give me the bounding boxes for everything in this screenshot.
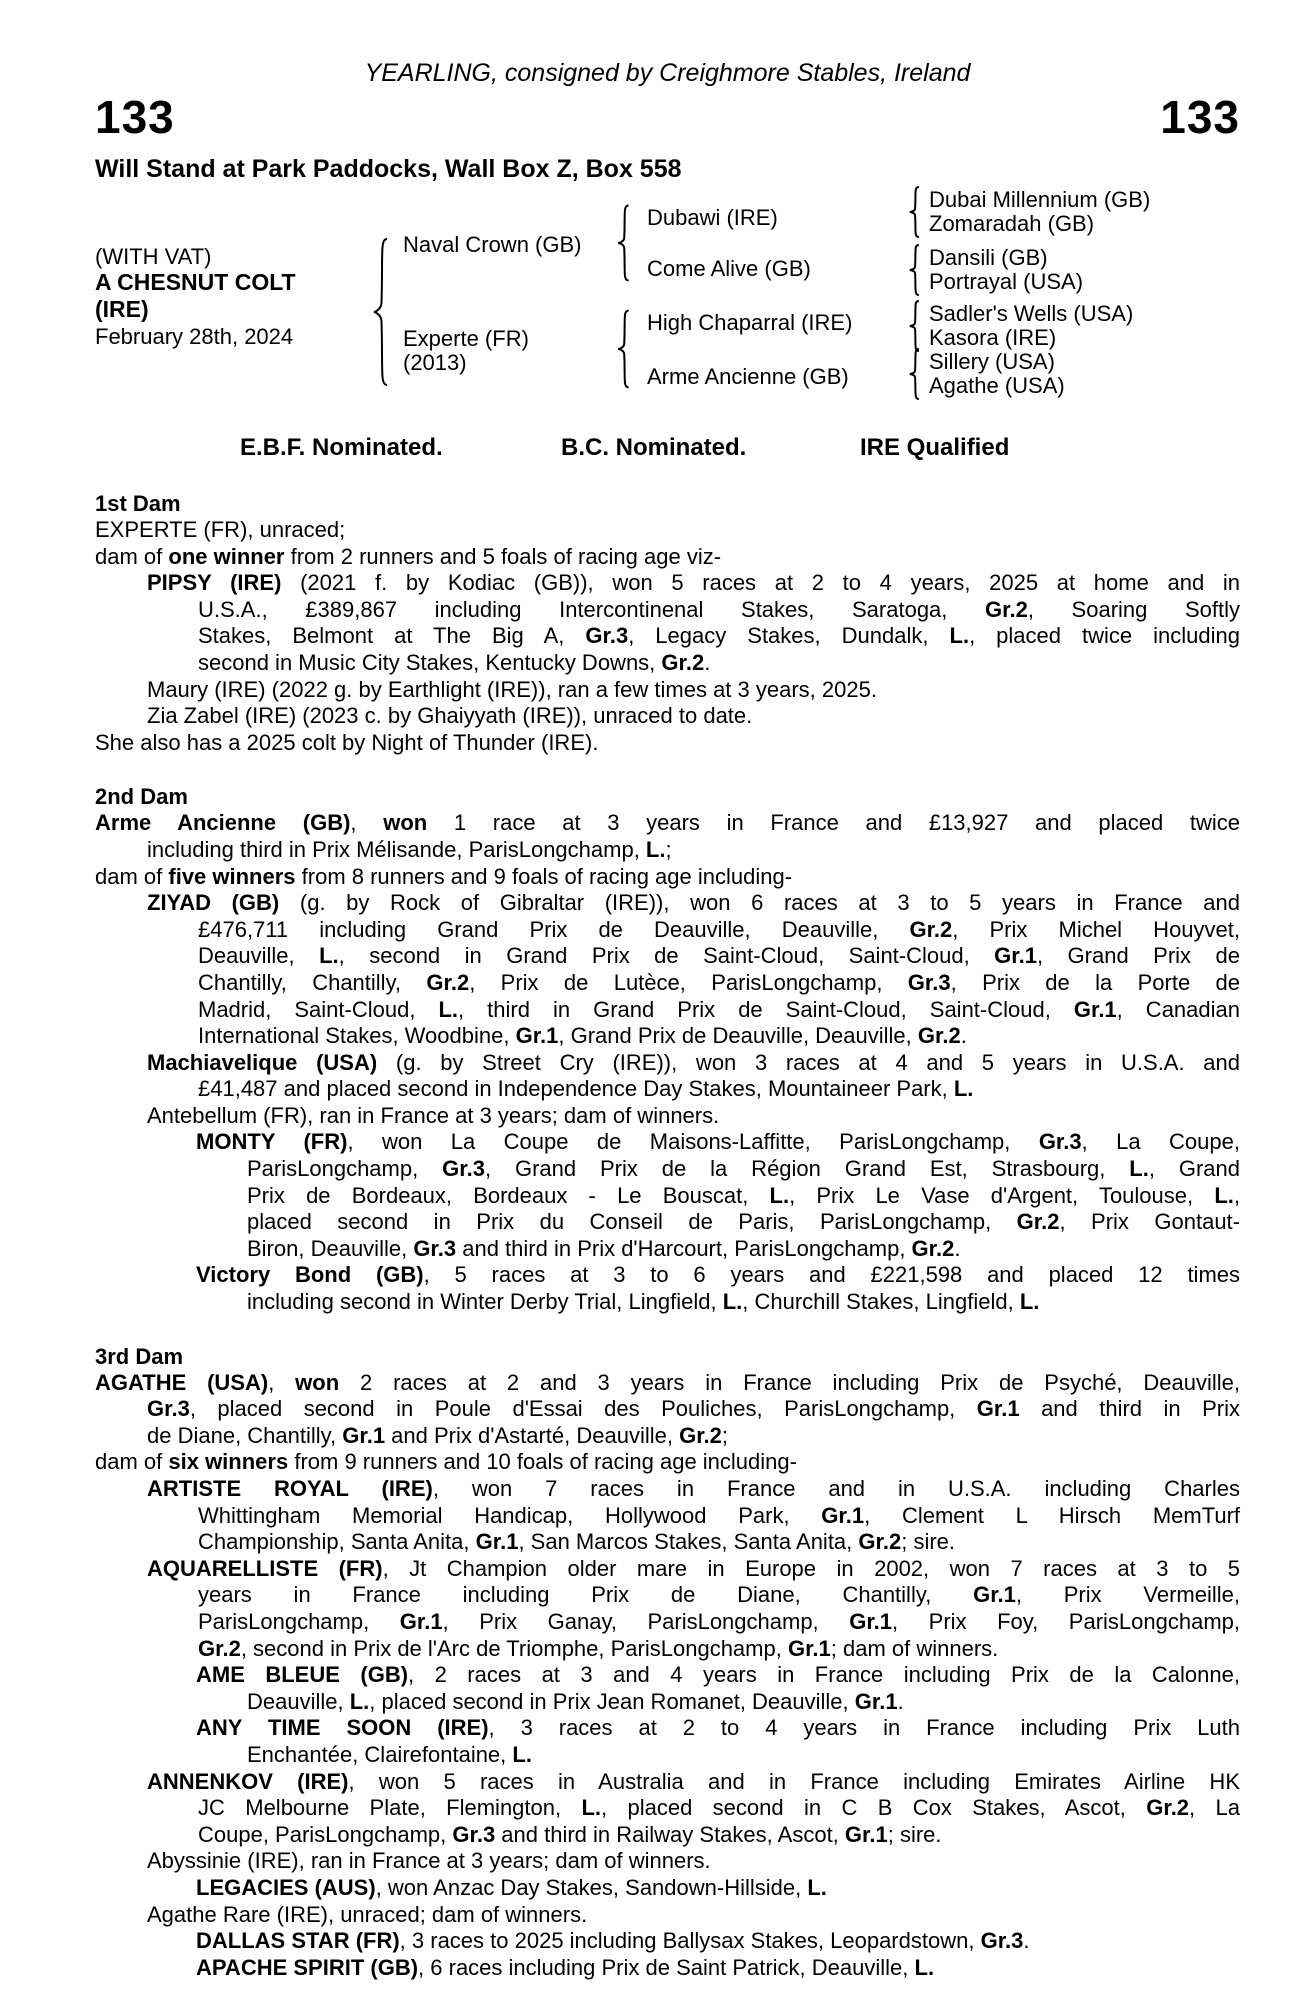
pedigree-table [95,184,1240,424]
pedigree-text-line: Agathe Rare (IRE), unraced; dam of winners. [147,1901,588,1927]
gg-pair-2 [929,246,1083,294]
pedigree-paragraph [95,1449,1240,1476]
dam-year: (2013) [403,350,467,375]
pedigree-paragraph [95,1662,1240,1715]
pedigree-paragraph [95,890,1240,1050]
dam-section-heading: 2nd Dam [95,784,188,810]
gg-pair-1 [929,188,1150,236]
pedigree-text-line: ANNENKOV (IRE), won 5 races in Australia and in France including Emirates Airline HK [147,1768,1240,1794]
pedigree-text-line: Gr.2, second in Prix de l'Arc de Triomphe, ParisLongchamp, Gr.1; dam of winners. [198,1635,999,1661]
pedigree-text-line: Gr.3, placed second in Poule d'Essai des Pouliches, ParisLongchamp, Gr.1 and third in Prix [147,1396,1241,1422]
pedigree-paragraph [95,810,1240,863]
granddam-of-dam: Arme Ancienne (GB) [647,364,849,389]
pedigree-text-line: Prix de Bordeaux, Bordeaux - Le Bouscat, L., Prix Le Vase d'Argent, Toulouse, L., [247,1182,1240,1208]
pedigree-text-line: Madrid, Saint-Cloud, L., third in Grand Prix de Saint-Cloud, Saint-Cloud, Gr.1, Canadian [198,996,1240,1022]
pedigree-paragraph [95,864,1240,891]
bc-nomination: B.C. Nominated. [561,434,747,461]
pedigree-text-line: second in Music City Stakes, Kentucky Downs, Gr.2. [198,649,711,675]
pedigree-paragraph [95,570,1240,676]
pedigree-text-line: £41,487 and placed second in Independence Day Stakes, Mountaineer Park, L. [198,1076,974,1102]
pedigree-paragraph [95,677,1240,704]
pedigree-text-line: dam of one winner from 2 runners and 5 foals of racing age viz- [95,543,722,569]
dam-sections [95,490,1240,1981]
pedigree-text-line: de Diane, Chantilly, Gr.1 and Prix d'Astarté, Deauville, Gr.2; [147,1422,729,1448]
pedigree-brace-dam [615,309,631,389]
pedigree-brace-gg3 [907,300,921,352]
pedigree-paragraph [95,1848,1240,1875]
pedigree-text-line: £476,711 including Grand Prix de Deauville, Deauville, Gr.2, Prix Michel Houyvet, [198,916,1241,942]
pedigree-paragraph [95,1902,1240,1929]
pedigree-paragraph [95,1129,1240,1262]
pedigree-paragraph [95,1370,1240,1450]
pedigree-text-line: APACHE SPIRIT (GB), 6 races including Prix de Saint Patrick, Deauville, L. [196,1954,935,1980]
pedigree-brace-sire [615,204,631,282]
gg-name: Dubai Millennium (GB) [929,187,1151,212]
pedigree-text-line: Deauville, L., placed second in Prix Jean Romanet, Deauville, Gr.1. [247,1688,904,1714]
consignor-line: YEARLING, consigned by Creighmore Stables, Ireland [364,59,971,87]
pedigree-text-line: Enchantée, Clairefontaine, L. [247,1741,532,1767]
lot-number-left: 133 [95,91,175,143]
pedigree-text-line: ARTISTE ROYAL (IRE), won 7 races in France and in U.S.A. including Charles [147,1476,1240,1501]
colt-suffix: (IRE) [95,296,149,322]
pedigree-text-line: MONTY (FR), won La Coupe de Maisons-Laffitte, ParisLongchamp, Gr.3, La Coupe, [196,1129,1240,1155]
pedigree-text-line: Stakes, Belmont at The Big A, Gr.3, Legacy Stakes, Dundalk, L., placed twice including [198,623,1241,649]
grandsire-of-sire: Dubawi (IRE) [647,205,778,230]
pedigree-text-line: ANY TIME SOON (IRE), 3 races at 2 to 4 years in France including Prix Luth [196,1715,1240,1741]
pedigree-text-line: AME BLEUE (GB), 2 races at 3 and 4 years in France including Prix de la Calonne, [196,1662,1240,1688]
pedigree-text-line: LEGACIES (AUS), won Anzac Day Stakes, Sandown-Hillside, L. [196,1874,827,1900]
pedigree-text-line: Arme Ancienne (GB), won 1 race at 3 years in France and £13,927 and placed twice [95,810,1240,836]
pedigree-text-line: Chantilly, Chantilly, Gr.2, Prix de Lutèce, ParisLongchamp, Gr.3, Prix de la Porte de [198,969,1240,995]
pedigree-paragraph [95,517,1240,544]
pedigree-paragraph [95,1262,1240,1315]
pedigree-text-line: She also has a 2025 colt by Night of Thunder (IRE). [95,729,599,755]
pedigree-text-line: ParisLongchamp, Gr.3, Grand Prix de la Région Grand Est, Strasbourg, L., Grand [247,1156,1241,1182]
pedigree-text-line: Zia Zabel (IRE) (2023 c. by Ghaiyyath (IRE)), unraced to date. [147,703,753,729]
sire-name: Naval Crown (GB) [403,232,582,257]
vat-note: (WITH VAT) [95,244,212,269]
pedigree-paragraph [95,1769,1240,1849]
pedigree-text-line: International Stakes, Woodbine, Gr.1, Grand Prix de Deauville, Deauville, Gr.2. [198,1023,967,1049]
pedigree-paragraph [95,1050,1240,1103]
pedigree-text-line: placed second in Prix du Conseil de Paris, ParisLongchamp, Gr.2, Prix Gontaut- [247,1209,1240,1235]
pedigree-text-line: Antebellum (FR), ran in France at 3 years; dam of winners. [147,1102,720,1128]
lot-number-right: 133 [1160,91,1240,143]
pedigree-paragraph [95,1715,1240,1768]
pedigree-brace-gg2 [907,244,921,296]
pedigree-paragraph [95,1476,1240,1556]
pedigree-text-line: AGATHE (USA), won 2 races at 2 and 3 years in France including Prix de Psyché, Deauville, [95,1369,1240,1395]
pedigree-text-line: AQUARELLISTE (FR), Jt Champion older mare in Europe in 2002, won 7 races at 3 to 5 [147,1555,1241,1581]
pedigree-paragraph [95,1556,1240,1662]
foal-date: February 28th, 2024 [95,324,294,349]
pedigree-text-line: U.S.A., £389,867 including Intercontinenal Stakes, Saratoga, Gr.2, Soaring Softly [198,596,1240,622]
gg-name: Portrayal (USA) [929,269,1084,294]
pedigree-text-line: Abyssinie (IRE), ran in France at 3 years; dam of winners. [147,1848,711,1874]
gg-pair-3 [929,302,1133,350]
pedigree-brace-gg1 [907,186,921,238]
pedigree-brace-gg4 [907,348,921,400]
pedigree-text-line: Deauville, L., second in Grand Prix de Saint-Cloud, Saint-Cloud, Gr.1, Grand Prix de [198,943,1240,969]
pedigree-text-line: Machiavelique (USA) (g. by Street Cry (IRE)), won 3 races at 4 and 5 years in U.S.A. and [147,1049,1240,1075]
pedigree-text-line: years in France including Prix de Diane, Chantilly, Gr.1, Prix Vermeille, [198,1582,1240,1608]
pedigree-text-line: Whittingham Memorial Handicap, Hollywood Park, Gr.1, Clement L Hirsch MemTurf [198,1502,1241,1528]
gg-name: Kasora (IRE) [929,325,1057,350]
ebf-nomination: E.B.F. Nominated. [240,434,443,461]
pedigree-paragraph [95,1103,1240,1130]
pedigree-text-line: DALLAS STAR (FR), 3 races to 2025 including Ballysax Stakes, Leopardstown, Gr.3. [196,1928,1030,1954]
pedigree-paragraph [95,730,1240,757]
dam-section-heading: 1st Dam [95,491,181,516]
pedigree-paragraph [95,703,1240,730]
pedigree-text-line: including second in Winter Derby Trial, Lingfield, L., Churchill Stakes, Lingfield, L. [247,1289,1040,1315]
pedigree-text-line: dam of six winners from 9 runners and 10 foals of racing age including- [95,1449,797,1475]
grandsire-of-dam: High Chaparral (IRE) [647,310,853,335]
gg-name: Dansili (GB) [929,245,1048,270]
nominations-row [95,434,1240,464]
pedigree-text-line: Coupe, ParisLongchamp, Gr.3 and third in Railway Stakes, Ascot, Gr.1; sire. [198,1821,942,1847]
pedigree-paragraph [95,1875,1240,1902]
stand-location: Will Stand at Park Paddocks, Wall Box Z, Box 558 [95,155,682,183]
dam-name: Experte (FR) [403,326,529,351]
gg-name: Agathe (USA) [929,373,1065,398]
pedigree-text-line: JC Melbourne Plate, Flemington, L., placed second in C B Cox Stakes, Ascot, Gr.2, La [198,1795,1240,1821]
gg-name: Sadler's Wells (USA) [929,301,1134,326]
pedigree-text-line: dam of five winners from 8 runners and 9 foals of racing age including- [95,863,793,889]
pedigree-text-line: Maury (IRE) (2022 g. by Earthlight (IRE)), ran a few times at 3 years, 2025. [147,676,877,702]
ire-qualified: IRE Qualified [860,434,1010,461]
pedigree-paragraph [95,1928,1240,1955]
pedigree-text-line: Victory Bond (GB), 5 races at 3 to 6 years and £221,598 and placed 12 times [196,1262,1241,1288]
lot-number-row [95,92,1240,142]
gg-name: Sillery (USA) [929,349,1055,374]
pedigree-text-line: ParisLongchamp, Gr.1, Prix Ganay, ParisLongchamp, Gr.1, Prix Foy, ParisLongchamp, [198,1608,1240,1634]
pedigree-paragraph [95,1955,1240,1982]
pedigree-text-line: ZIYAD (GB) (g. by Rock of Gibraltar (IRE)), won 6 races at 3 to 5 years in France and [147,890,1240,916]
pedigree-text-line: PIPSY (IRE) (2021 f. by Kodiac (GB)), won 5 races at 2 to 4 years, 2025 at home and in [147,570,1240,596]
pedigree-text-line: Biron, Deauville, Gr.3 and third in Prix d'Harcourt, ParisLongchamp, Gr.2. [247,1235,961,1261]
pedigree-text-line: Championship, Santa Anita, Gr.1, San Marcos Stakes, Santa Anita, Gr.2; sire. [198,1529,956,1555]
pedigree-text-line: EXPERTE (FR), unraced; [95,517,346,542]
pedigree-paragraph [95,544,1240,571]
pedigree-brace-main [370,236,390,388]
pedigree-text-line: including third in Prix Mélisande, ParisLongchamp, L.; [147,836,672,862]
colt-name: A CHESNUT COLT [95,269,296,295]
gg-name: Zomaradah (GB) [929,211,1095,236]
dam-section-heading: 3rd Dam [95,1343,184,1369]
granddam-of-sire: Come Alive (GB) [647,256,811,281]
gg-pair-4 [929,350,1065,398]
